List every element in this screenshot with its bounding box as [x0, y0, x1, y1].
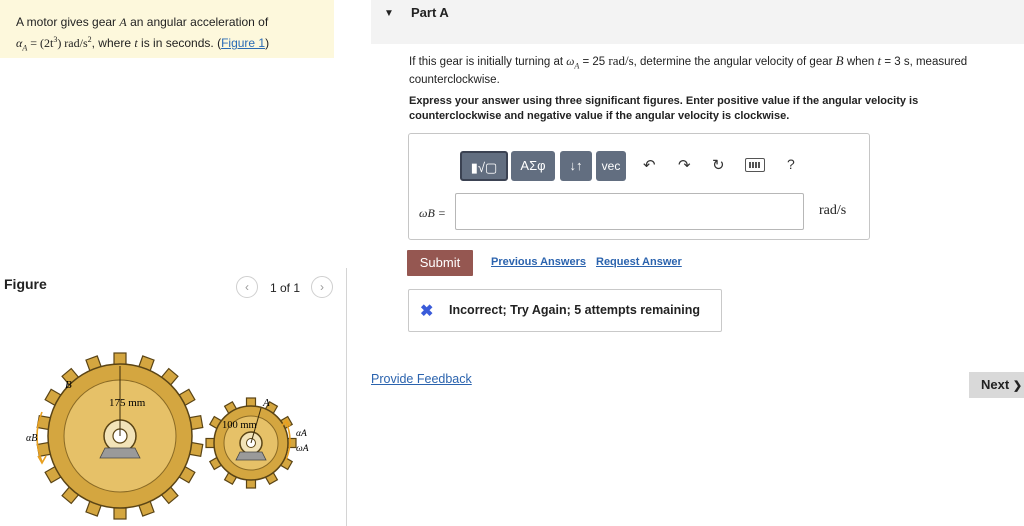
- alpha-a-label: αA: [296, 429, 307, 439]
- omega-unit: rad/s: [608, 53, 634, 68]
- feedback-message: Incorrect; Try Again; 5 attempts remaining: [449, 303, 700, 317]
- gear-b-label: B: [65, 379, 72, 391]
- question-part: when: [846, 56, 875, 68]
- question-part: = 3 s, measured counterclockwise.: [409, 56, 968, 87]
- figure-heading: Figure: [4, 276, 47, 292]
- answer-instructions: Express your answer using three significant figures. Enter positive value if the angular velocity is counterclockwise and negative value if the angular velocity is clockwise.: [409, 95, 919, 122]
- problem-line-2: [16, 31, 334, 56]
- greek-symbols-button[interactable]: ΑΣφ: [511, 151, 555, 181]
- submit-button[interactable]: Submit: [407, 250, 473, 276]
- figure-page-count: 1 of 1: [270, 281, 301, 295]
- formula-eq: = (2t: [27, 36, 54, 50]
- next-button[interactable]: [969, 372, 1024, 398]
- radius-b-label: 175 mm: [109, 397, 146, 409]
- gear-figure: [0, 352, 334, 526]
- problem-statement: [0, 0, 334, 58]
- next-figure-button[interactable]: ›: [311, 276, 333, 298]
- omega-b-input[interactable]: [455, 193, 804, 230]
- t-variable: t: [877, 53, 882, 68]
- undo-icon[interactable]: ↶: [643, 157, 656, 174]
- problem-text: an angular acceleration of: [130, 15, 269, 29]
- subscript-superscript-button[interactable]: ↓↑: [560, 151, 592, 181]
- t-variable: t: [134, 36, 138, 50]
- incorrect-icon: ✖: [420, 303, 434, 320]
- collapse-caret-icon[interactable]: ▼: [384, 8, 394, 19]
- formula-unit: ) rad/s: [57, 36, 88, 50]
- omega-value: = 25: [579, 56, 609, 68]
- radius-a-label: 100 mm: [222, 420, 257, 431]
- provide-feedback-link[interactable]: Provide Feedback: [371, 372, 472, 386]
- gear-a-label: A: [263, 397, 270, 409]
- gear-a: [206, 398, 296, 488]
- keyboard-icon[interactable]: [745, 158, 765, 172]
- question-text: [409, 53, 1021, 88]
- chevron-right-icon: ❯: [1012, 380, 1023, 392]
- omega-a-label: ωA: [296, 444, 309, 454]
- alpha-symbol: α: [16, 36, 23, 50]
- omega-a-expression: [566, 56, 580, 71]
- redo-icon[interactable]: ↷: [678, 157, 691, 174]
- next-label: Next: [981, 377, 1010, 392]
- gear-b-variable: B: [835, 53, 844, 68]
- problem-text: is in seconds. (: [141, 36, 222, 50]
- vector-button[interactable]: vec: [596, 151, 626, 181]
- problem-text: ): [265, 36, 270, 50]
- request-answer-link[interactable]: Request Answer: [596, 256, 682, 268]
- gear-b: [37, 353, 203, 519]
- omega-symbol: ω: [566, 56, 575, 68]
- reset-icon[interactable]: ↻: [712, 157, 725, 174]
- answer-unit: rad/s: [819, 203, 847, 218]
- alpha-b-label: αB: [26, 433, 38, 444]
- previous-figure-button[interactable]: ‹: [236, 276, 258, 298]
- templates-button[interactable]: ▮√▢: [460, 151, 508, 181]
- formula-exponent: 3: [53, 35, 58, 44]
- part-title: Part A: [411, 5, 449, 20]
- alpha-subscript: A: [22, 43, 28, 53]
- question-part: If this gear is initially turning at: [409, 56, 564, 68]
- omega-b-label: ωB =: [419, 206, 446, 220]
- help-icon[interactable]: ?: [787, 156, 795, 172]
- problem-text: A motor gives gear: [16, 15, 117, 29]
- problem-text: , where: [91, 36, 131, 50]
- question-part: , determine the angular velocity of gear: [633, 56, 833, 68]
- part-header[interactable]: [371, 0, 1024, 44]
- omega-subscript: A: [574, 61, 580, 71]
- figure-link[interactable]: Figure 1: [221, 36, 266, 50]
- problem-line-1: [16, 14, 334, 31]
- formula-unit-exponent: 2: [87, 35, 92, 44]
- previous-answers-link[interactable]: Previous Answers: [491, 256, 586, 268]
- gear-a-variable: A: [119, 15, 127, 29]
- alpha-formula: [16, 35, 92, 53]
- column-divider: [346, 268, 347, 526]
